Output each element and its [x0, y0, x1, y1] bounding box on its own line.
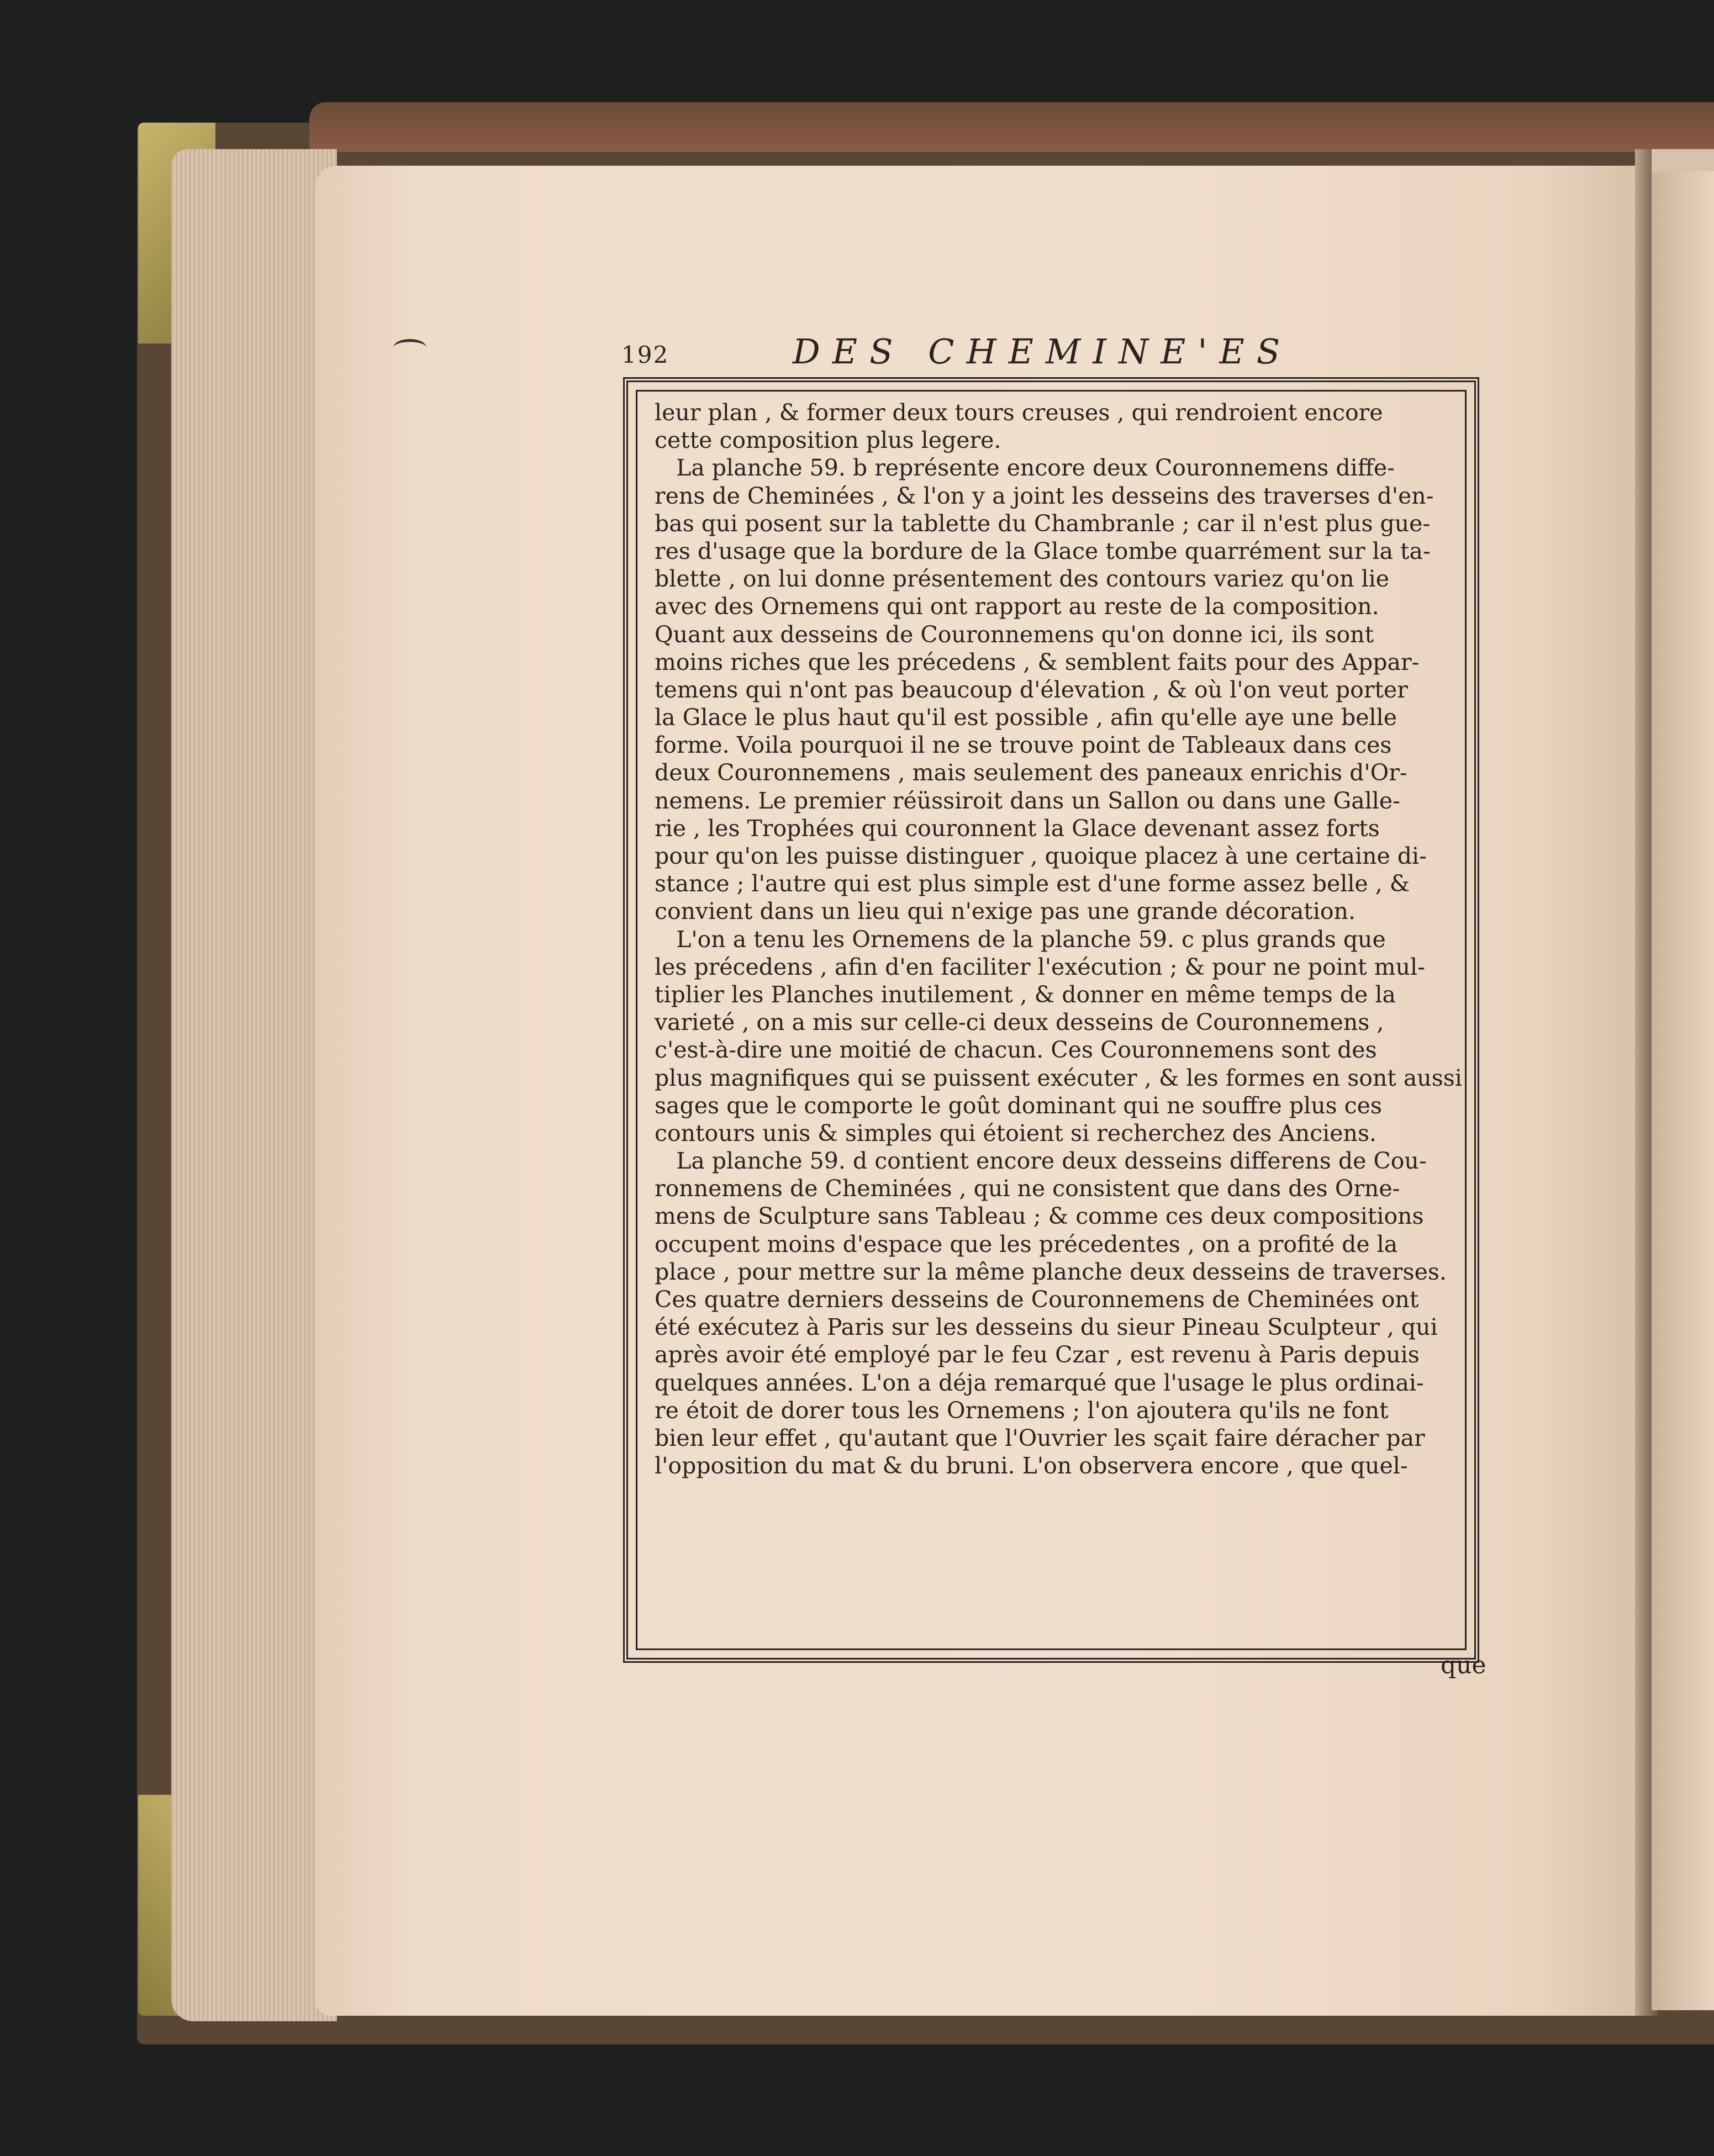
page-header	[621, 331, 1478, 370]
text-line: re étoit de dorer tous les Ornemens ; l'on ajoutera qu'ils ne font	[655, 1397, 1389, 1424]
text-line: tiplier les Planches inutilement , & donner en même temps de la	[655, 981, 1396, 1008]
book-spine-top	[309, 102, 1714, 152]
text-line: sages que le comporte le goût dominant qui ne souffre plus ces	[655, 1092, 1382, 1119]
text-line: cette composition plus legere.	[655, 427, 1001, 454]
text-line: occupent moins d'espace que les précedentes , on a profité de la	[655, 1230, 1398, 1257]
text-line: bien leur effet , qu'autant que l'Ouvrier les sçait faire déracher par	[655, 1424, 1425, 1451]
text-line: moins riches que les précedens , & semblent faits pour des Appar-	[655, 648, 1420, 675]
text-line: rie , les Trophées qui couronnent la Glace devenant assez forts	[655, 815, 1380, 842]
page-block-edges	[171, 149, 337, 2021]
text-line: les précedens , afin d'en faciliter l'exécution ; & pour ne point mul-	[655, 953, 1425, 980]
text-line: temens qui n'ont pas beaucoup d'élevation , & où l'on veut porter	[655, 676, 1408, 703]
text-line: la Glace le plus haut qu'il est possible , afin qu'elle aye une belle	[655, 704, 1397, 731]
text-line: nemens. Le premier réüssiroit dans un Sallon ou dans une Galle-	[655, 787, 1401, 814]
text-line: La planche 59. b représente encore deux Couronnemens diffe-	[655, 455, 1395, 482]
text-line: res d'usage que la bordure de la Glace tombe quarrément sur la ta-	[655, 537, 1431, 564]
text-line: blette , on lui donne présentement des contours variez qu'on lie	[655, 566, 1389, 593]
catchword: que	[1441, 1651, 1486, 1679]
text-line: pour qu'on les puisse distinguer , quoique placez à une certaine di-	[655, 843, 1427, 869]
text-line: place , pour mettre sur la même planche deux desseins de traverses.	[655, 1258, 1447, 1285]
page-number: 192	[621, 341, 669, 368]
text-line: deux Couronnemens , mais seulement des paneaux enrichis d'Or-	[655, 759, 1407, 786]
text-line: l'opposition du mat & du bruni. L'on observera encore , que quel-	[655, 1452, 1408, 1479]
text-line: après avoir été employé par le feu Czar , est revenu à Paris depuis	[655, 1341, 1420, 1368]
text-line: contours unis & simples qui étoient si recherchez des Anciens.	[655, 1119, 1377, 1146]
text-line: ronnemens de Cheminées , qui ne consistent que dans des Orne-	[655, 1175, 1400, 1202]
right-page	[1652, 171, 1714, 2010]
text-line: été exécutez à Paris sur les desseins du sieur Pineau Sculpteur , qui	[655, 1314, 1438, 1341]
text-line: forme. Voila pourquoi il ne se trouve point de Tableaux dans ces	[655, 732, 1392, 759]
text-line: convient dans un lieu qui n'exige pas une grande décoration.	[655, 898, 1356, 925]
text-line: c'est-à-dire une moitié de chacun. Ces Couronnemens sont des	[655, 1037, 1377, 1064]
running-title: DES CHEMINE'ES	[793, 331, 1293, 372]
text-line: varieté , on a mis sur celle-ci deux desseins de Couronnemens ,	[655, 1009, 1384, 1036]
body-text	[655, 399, 1472, 1479]
text-line: plus magnifiques qui se puissent exécuter , & les formes en sont aussi	[655, 1064, 1462, 1091]
text-line: Ces quatre derniers desseins de Couronnemens de Cheminées ont	[655, 1286, 1419, 1313]
text-line: Quant aux desseins de Couronnemens qu'on donne ici, ils sont	[655, 621, 1374, 648]
text-line: mens de Sculpture sans Tableau ; & comme ces deux compositions	[655, 1203, 1424, 1230]
text-line: rens de Cheminées , & l'on y a joint les desseins des traverses d'en-	[655, 482, 1434, 509]
ink-mark	[393, 339, 426, 356]
text-line: quelques années. L'on a déja remarqué que l'usage le plus ordinai-	[655, 1369, 1424, 1396]
text-line: avec des Ornemens qui ont rapport au reste de la composition.	[655, 593, 1379, 620]
text-line: La planche 59. d contient encore deux desseins differens de Cou-	[655, 1148, 1427, 1175]
text-line: L'on a tenu les Ornemens de la planche 59. c plus grands que	[655, 926, 1386, 953]
text-line: stance ; l'autre qui est plus simple est d'une forme assez belle , &	[655, 870, 1410, 897]
text-line: bas qui posent sur la tablette du Chambranle ; car il n'est plus gue-	[655, 510, 1431, 537]
text-line: leur plan , & former deux tours creuses , qui rendroient encore	[655, 399, 1383, 426]
